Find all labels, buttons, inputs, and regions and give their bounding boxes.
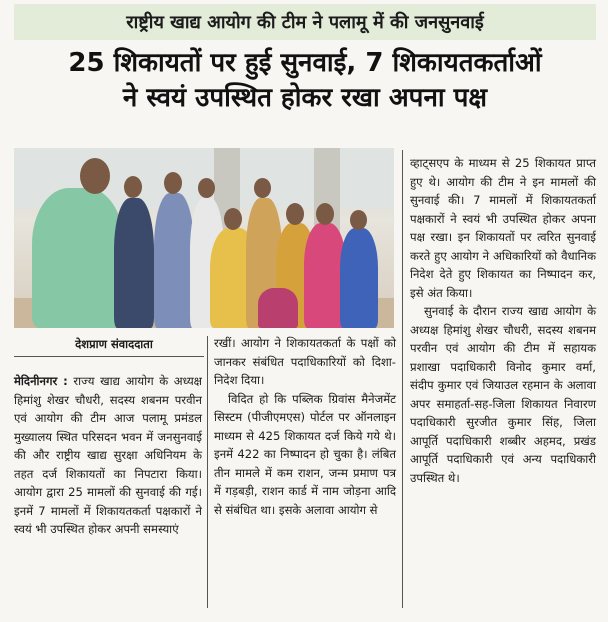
paragraph xyxy=(14,372,202,539)
person-head xyxy=(224,208,242,230)
article-column-3 xyxy=(410,154,596,487)
dateline: मेदिनीनगर : xyxy=(14,374,68,388)
article-column-1 xyxy=(14,372,202,539)
person-figure xyxy=(114,198,154,328)
headline-line-1: 25 शिकायतों पर हुई सुनवाई, 7 शिकायतकर्ताओं xyxy=(68,48,542,78)
column-divider xyxy=(402,150,403,608)
person-figure xyxy=(154,193,194,328)
caption-rule xyxy=(14,356,204,357)
headline xyxy=(10,46,600,116)
person-head xyxy=(316,203,334,225)
news-photo xyxy=(14,148,394,328)
person-head xyxy=(164,172,182,194)
person-figure xyxy=(340,228,378,328)
person-head xyxy=(198,178,215,198)
person-head xyxy=(350,210,367,230)
paragraph: व्हाट्सएप के माध्यम से 25 शिकायत प्राप्त हुए थे। आयोग की टीम ने इन मामलों की सुनवाई की। 7 मामलों में शिकायतकर्ता पक्षकारों ने स्वयं भी उपस्थित होकर अपना पक्ष रखा। इन शिकायतों पर त्वरित सुनवाई करते हुए आयोग ने अधिकारियों को वैधानिक निदेश देते हुए शिकायत का निष्पादन कर, इसे अंत किया। xyxy=(410,156,596,300)
column-divider xyxy=(207,336,208,608)
paragraph: सुनवाई के दौरान राज्य खाद्य आयोग के अध्यक्ष हिमांशु शेखर चौधरी, सदस्य शबनम परवीन एवं आयोग की टीम में सहायक प्रशाखा पदाधिकारी विनोद कुमार वर्मा, संदीप कुमार एवं जियाउल रहमान के अलावा अपर समाहर्ता-सह-जिला शिकायत निवारण पदाधिकारी सुरजीत कुमार सिंह, जिला आपूर्ति पदाधिकारी शब्बीर अहमद, प्रखंड आपूर्ति पदाधिकारी एवं अन्य पदाधिकारी उपस्थित थे। xyxy=(410,304,596,485)
person-figure xyxy=(32,188,124,328)
kicker-text: राष्ट्रीय खाद्य आयोग की टीम ने पलामू में की जनसुनवाई xyxy=(126,12,484,33)
headline-line-2: ने स्वयं उपस्थित होकर रखा अपना पक्ष xyxy=(122,83,488,113)
paragraph: रखीं। आयोग ने शिकायतकर्ता के पक्षों को जानकर संबंधित पदाधिकारियों को दिशा-निदेश दिया। xyxy=(214,336,396,387)
paragraph: विदित हो कि पब्लिक ग्रिवांस मैनेजमेंट सिस्टम (पीजीएमएस) पोर्टल पर ऑनलाइन माध्यम से 425 शिकायत दर्ज किये गये थे। इनमें 422 का निष्पादन हो चुका है। लंबित तीन मामले में कम राशन, जन्म प्रमाण पत्र में गड़बड़ी, राशन कार्ड में नाम जोड़ना आदि से संबंधित था। इसके अलावा आयोग से xyxy=(214,391,396,517)
photo-credit: देशप्राण संवाददाता xyxy=(75,337,153,351)
kicker-banner xyxy=(14,4,596,40)
paragraph-text: राज्य खाद्य आयोग के अध्यक्ष हिमांशु शेखर चौधरी, सदस्य शबनम परवीन एवं आयोग की टीम आज पलामू प्रमंडल मुख्यालय स्थित परिसदन भवन में जनसुनवाई की और राष्ट्रीय खाद्य सुरक्षा अधिनियम के तहत दर्ज शिकायतों का निपटारा किया। आयोग द्वारा 25 मामलों की सुनवाई की गई। इनमें 7 मामलों में शिकायतकर्ता पक्षकारों ने स्वयं भी उपस्थित होकर अपनी समस्याएं xyxy=(14,374,202,536)
person-head xyxy=(286,203,304,225)
person-figure xyxy=(258,288,298,328)
article-column-2 xyxy=(214,334,396,519)
person-head xyxy=(124,176,142,198)
person-head xyxy=(254,178,271,198)
person-head xyxy=(80,158,110,194)
